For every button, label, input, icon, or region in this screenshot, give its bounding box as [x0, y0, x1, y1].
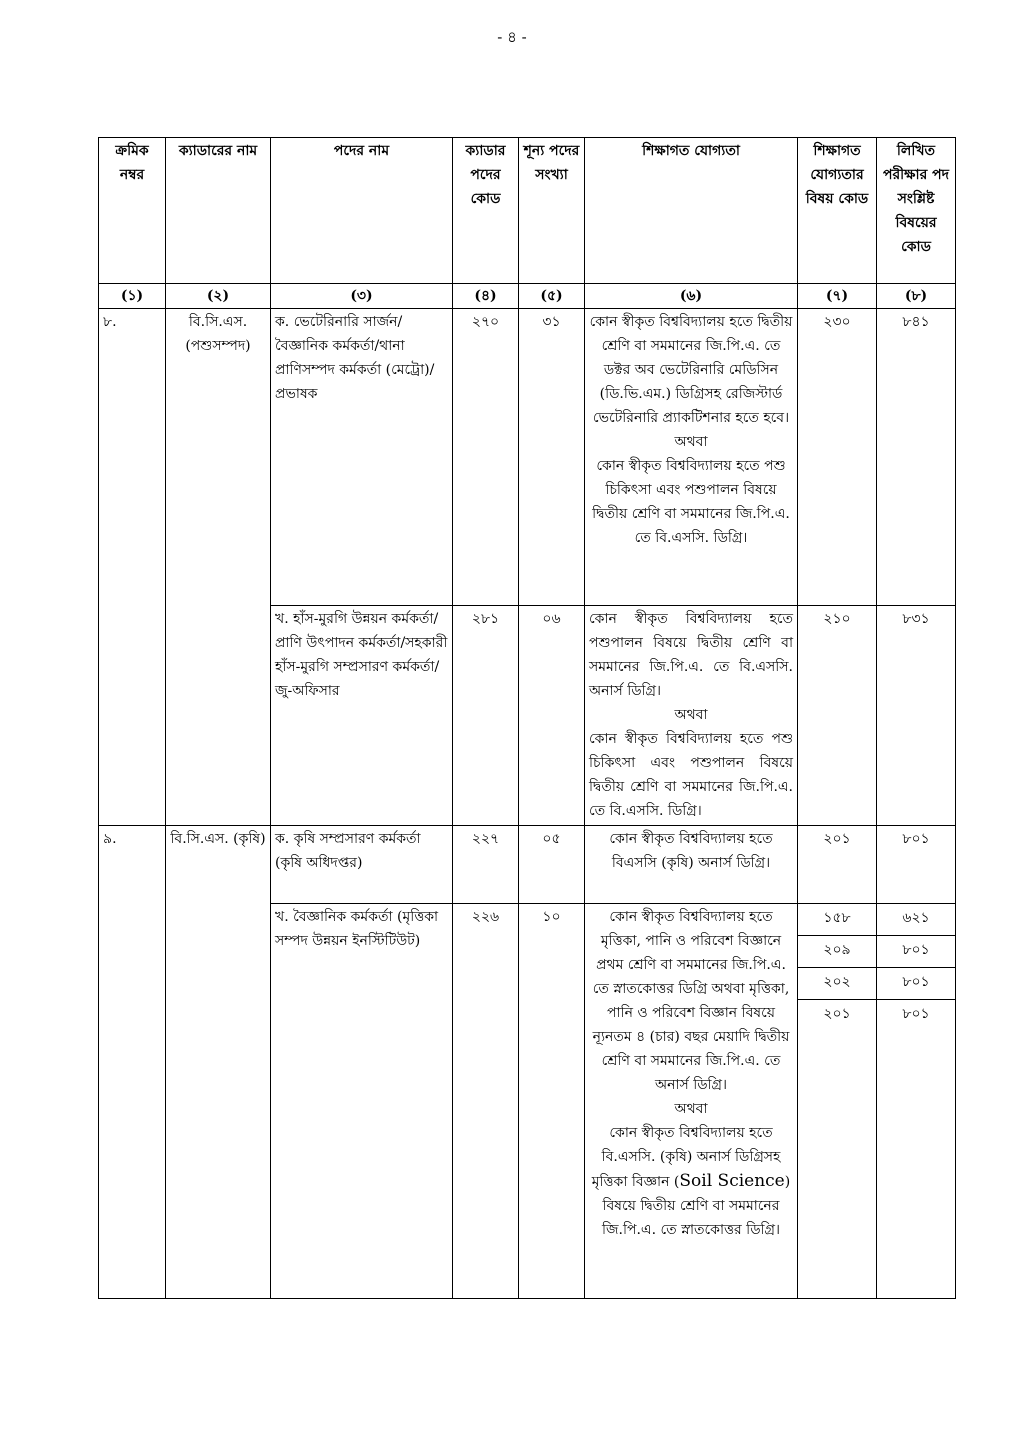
column-number: (৭) — [798, 284, 877, 309]
header-post: পদের নাম — [271, 138, 453, 284]
english-term: Soil Science — [679, 1171, 785, 1191]
cadre-code-cell: ২২৬ — [453, 904, 519, 1299]
post-cell: খ. হাঁস-মুরগি উন্নয়ন কর্মকর্তা/প্রাণি উৎপাদন কর্মকর্তা/সহকারী হাঁস-মুরগি সম্প্রসারণ কর্মকর্তা/ জু-অফিসার — [271, 606, 453, 826]
qualification-text: কোন স্বীকৃত বিশ্ববিদ্যালয় হতে পশু চিকিৎসা এবং পশুপালন বিষয়ে দ্বিতীয় শ্রেণি বা সমমানের জি.পি.এ. তে বি.এসসি. ডিগ্রি। — [592, 458, 790, 546]
post-cell: ক. কৃষি সম্প্রসারণ কর্মকর্তা (কৃষি অধিদপ্তর) — [271, 826, 453, 904]
header-cadre: ক্যাডারের নাম — [166, 138, 271, 284]
header-subject-code: শিক্ষাগত যোগ্যতার বিষয় কোড — [798, 138, 877, 284]
post-cell: খ. বৈজ্ঞানিক কর্মকর্তা (মৃত্তিকা সম্পদ উন্নয়ন ইনস্টিটিউট) — [271, 904, 453, 1299]
exam-code-cell: ৮৪১ — [877, 309, 956, 606]
exam-code: ৮০১ — [877, 968, 955, 1000]
vacancy-table — [98, 137, 956, 1299]
table-header-row — [99, 138, 956, 284]
exam-code: ৮০১ — [902, 1006, 930, 1022]
column-number: (১) — [99, 284, 166, 309]
qualification-text: কোন স্বীকৃত বিশ্ববিদ্যালয় হতে পশুপালন বিষয়ে দ্বিতীয় শ্রেণি বা সমমানের জি.পি.এ. তে বি.এসসি. অনার্স ডিগ্রি। — [589, 611, 793, 699]
header-exam-code: লিখিত পরীক্ষার পদ সংশ্লিষ্ট বিষয়ের কোড — [877, 138, 956, 284]
exam-code: ৬২১ — [877, 904, 955, 936]
qualification-cell: কোন স্বীকৃত বিশ্ববিদ্যালয় হতে বিএসসি (কৃষি) অনার্স ডিগ্রি। — [585, 826, 798, 904]
subject-code: ২০১ — [823, 1006, 851, 1022]
qualification-text: কোন স্বীকৃত বিশ্ববিদ্যালয় হতে পশু চিকিৎসা এবং পশুপালন বিষয়ে দ্বিতীয় শ্রেণি বা সমমানের জি.পি.এ. তে বি.এসসি. ডিগ্রি। — [589, 731, 793, 819]
exam-code-cell: ৮০১ — [877, 826, 956, 904]
column-number: (৫) — [519, 284, 585, 309]
qualification-cell — [585, 904, 798, 1299]
cadre-cell: বি.সি.এস. (পশুসম্পদ) — [166, 309, 271, 826]
page-number: - ৪ - — [497, 28, 527, 46]
subject-code-cell — [798, 904, 877, 1299]
header-qualification: শিক্ষাগত যোগ্যতা — [585, 138, 798, 284]
subject-code-cell: ২৩০ — [798, 309, 877, 606]
exam-code: ৮০১ — [877, 936, 955, 968]
post-cell: ক. ভেটেরিনারি সার্জন/ বৈজ্ঞানিক কর্মকর্তা/থানা প্রাণিসম্পদ কর্মকর্তা (মেট্রো)/প্রভাষক — [271, 309, 453, 606]
or-label: অথবা — [674, 434, 708, 450]
subject-code: ২০২ — [798, 968, 876, 1000]
cadre-code-cell: ২৮১ — [453, 606, 519, 826]
column-number: (৮) — [877, 284, 956, 309]
or-label: অথবা — [674, 707, 708, 723]
subject-code-cell: ২০১ — [798, 826, 877, 904]
vacancies-cell: ০৬ — [519, 606, 585, 826]
cadre-cell: বি.সি.এস. (কৃষি) — [166, 826, 271, 1299]
column-number: (৩) — [271, 284, 453, 309]
vacancies-cell: ৩১ — [519, 309, 585, 606]
header-vacancies: শূন্য পদের সংখ্যা — [519, 138, 585, 284]
column-number: (৪) — [453, 284, 519, 309]
serial-cell: ৮. — [99, 309, 166, 826]
qualification-text-part: ) বিষয়ে দ্বিতীয় শ্রেণি বা সমমানের জি.পি.এ. তে স্নাতকোত্তর ডিগ্রি। — [601, 1174, 791, 1238]
qualification-cell — [585, 606, 798, 826]
qualification-cell — [585, 309, 798, 606]
table-row — [99, 826, 956, 904]
subject-code: ২০৯ — [798, 936, 876, 968]
exam-code-cell — [877, 904, 956, 1299]
vacancies-cell: ০৫ — [519, 826, 585, 904]
qualification-text: কোন স্বীকৃত বিশ্ববিদ্যালয় হতে দ্বিতীয় শ্রেণি বা সমমানের জি.পি.এ. তে ডক্টর অব ভেটেরিনারি মেডিসিন (ডি.ভি.এম.) ডিগ্রিসহ রেজিস্টার্ড ভেটেরিনারি প্র্যাকটিশনার হতে হবে। — [589, 314, 793, 426]
qualification-text — [589, 1121, 793, 1242]
column-number: (২) — [166, 284, 271, 309]
or-label: অথবা — [674, 1101, 708, 1117]
table-row — [99, 309, 956, 606]
column-number-row — [99, 284, 956, 309]
cadre-code-cell: ২২৭ — [453, 826, 519, 904]
header-serial: ক্রমিক নম্বর — [99, 138, 166, 284]
subject-code-cell: ২১০ — [798, 606, 877, 826]
subject-code: ১৫৮ — [798, 904, 876, 936]
exam-code-cell: ৮৩১ — [877, 606, 956, 826]
header-cadre-code: ক্যাডার পদের কোড — [453, 138, 519, 284]
vacancies-cell: ১০ — [519, 904, 585, 1299]
column-number: (৬) — [585, 284, 798, 309]
cadre-code-cell: ২৭০ — [453, 309, 519, 606]
qualification-text-part: কোন স্বীকৃত বিশ্ববিদ্যালয় হতে বি.এসসি. (কৃষি) অনার্স ডিগ্রিসহ মৃত্তিকা বিজ্ঞান ( — [591, 1125, 781, 1190]
qualification-text: কোন স্বীকৃত বিশ্ববিদ্যালয় হতে মৃত্তিকা, পানি ও পরিবেশ বিজ্ঞানে প্রথম শ্রেণি বা সমমানের জি.পি.এ. তে স্নাতকোত্তর ডিগ্রি অথবা মৃত্তিকা, পানি ও পরিবেশ বিজ্ঞান বিষয়ে ন্যূনতম ৪ (চার) বছর মেয়াদি দ্বিতীয় শ্রেণি বা সমমানের জি.পি.এ. তে অনার্স ডিগ্রি। — [592, 909, 790, 1093]
serial-cell: ৯. — [99, 826, 166, 1299]
